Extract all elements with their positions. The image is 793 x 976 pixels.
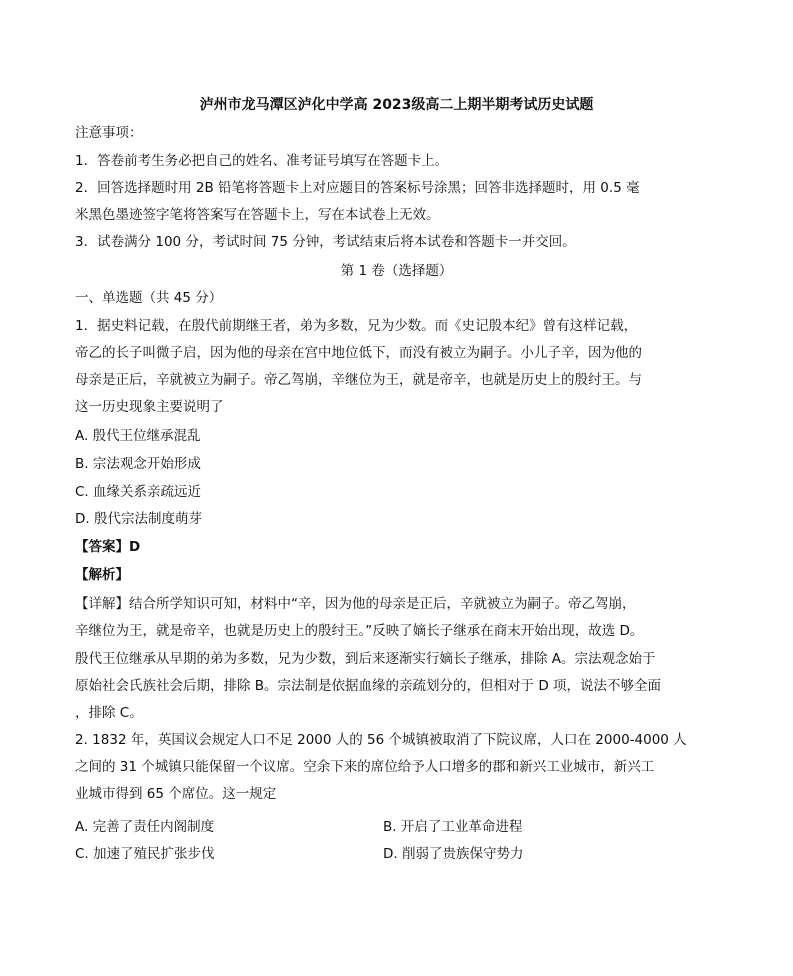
notice-line: 1．答卷前考生务必把自己的姓名、准考证号填写在答题卡上。 (75, 153, 449, 169)
question-1-text: 母亲是正后，辛就被立为嗣子。帝乙驾崩，辛继位为王，就是帝辛，也就是历史上的殷纣王。与 (75, 372, 642, 388)
question-1-text: 1．据史料记载，在殷代前期继王者，弟为多数，兄为少数。而《史记殷本纪》曾有这样记载， (75, 318, 638, 334)
question-1-analysis: 【详解】结合所学知识可知，材料中“辛，因为他的母亲是正后，辛就被立为嗣子。帝乙驾崩， (75, 596, 636, 612)
question-2-option-c: C. 加速了殖民扩张步伐 (75, 846, 215, 862)
notice-line: 米黑色墨迹签字笔将答案写在答题卡上，写在本试卷上无效。 (75, 207, 440, 223)
question-2-option-a: A. 完善了责任内阁制度 (75, 819, 215, 835)
notice-heading: 注意事项： (75, 125, 143, 141)
question-1-analysis: ，排除 C。 (75, 705, 143, 721)
question-1-option-a: A. 殷代王位继承混乱 (75, 428, 201, 444)
question-2-option-b: B. 开启了工业革命进程 (383, 819, 523, 835)
question-1-option-c: C. 血缘关系亲疏远近 (75, 484, 202, 500)
question-1-analysis: 辛继位为王，就是帝辛，也就是历史上的殷纣王。”反映了嫡长子继承在商末开始出现，故选 D。 (75, 623, 644, 639)
question-1-option-b: B. 宗法观念开始形成 (75, 456, 201, 472)
exam-title: 泸州市龙马潭区泸化中学高 2023级高二上期半期考试历史试题 (199, 97, 594, 113)
question-1-option-d: D. 殷代宗法制度萌芽 (75, 511, 202, 527)
question-1-analysis-label: 【解析】 (75, 567, 129, 583)
question-2-text: 2. 1832 年，英国议会规定人口不足 2000 人的 56 个城镇被取消了下院议席，人口在 2000-4000 人 (75, 732, 687, 748)
question-2-text: 之间的 31 个城镇只能保留一个议席。空余下来的席位给予人口增多的郡和新兴工业城市，新兴工 (75, 759, 655, 775)
notice-line: 2．回答选择题时用 2B 铅笔将答题卡上对应题目的答案标号涂黑；回答非选择题时，用 0.5 毫 (75, 180, 640, 196)
question-1-answer: 【答案】D (75, 539, 141, 555)
question-2-text: 业城市得到 65 个席位。这一规定 (75, 786, 277, 802)
question-1-text: 帝乙的长子叫微子启，因为他的母亲在宫中地位低下，而没有被立为嗣子。小儿子辛，因为他的 (75, 345, 642, 361)
question-1-text: 这一历史现象主要说明了 (75, 399, 224, 415)
question-1-analysis: 原始社会氏族社会后期，排除 B。宗法制是依据血缘的亲疏划分的，但相对于 D 项，说法不够全面 (75, 678, 662, 694)
section-title: 一、单选题（共 45 分） (75, 290, 223, 306)
notice-line: 3．试卷满分 100 分，考试时间 75 分钟，考试结束后将本试卷和答题卡一并交回。 (75, 234, 576, 250)
volume-title: 第 1 卷（选择题） (340, 263, 453, 279)
question-2-option-d: D. 削弱了贵族保守势力 (383, 846, 524, 862)
question-1-analysis: 殷代王位继承从早期的弟为多数，兄为少数，到后来逐渐实行嫡长子继承，排除 A。宗法观念始于 (75, 651, 656, 667)
